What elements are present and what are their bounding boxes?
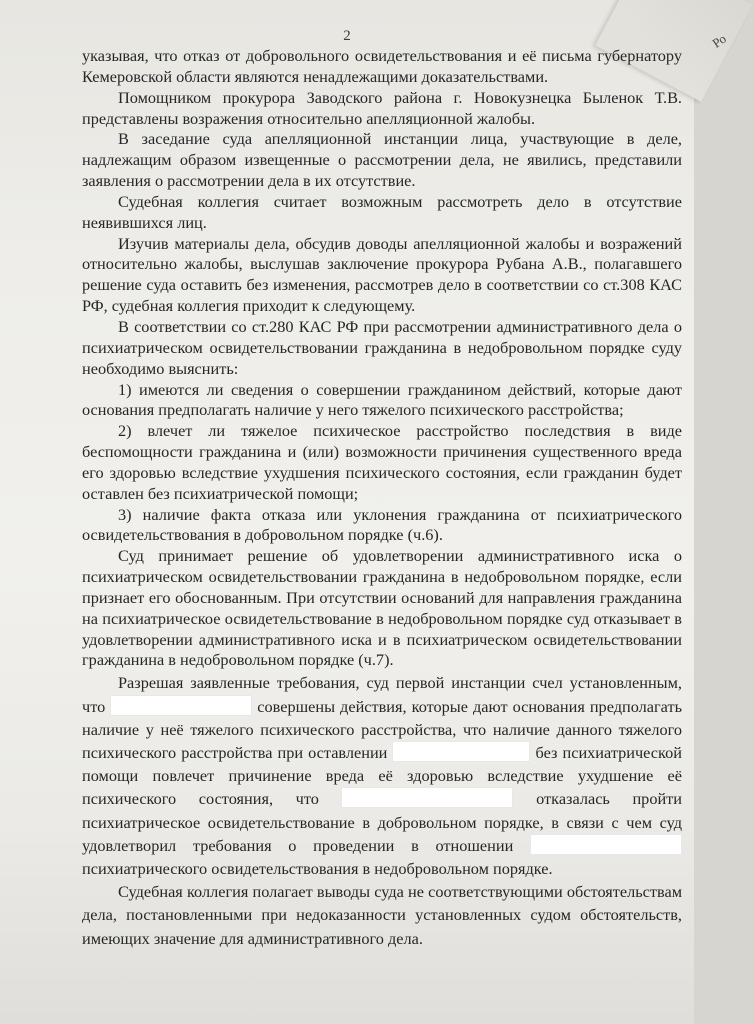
redaction-box [110, 695, 252, 716]
redaction-box [341, 787, 513, 808]
paragraph-0: указывая, что отказ от добровольного освидетельствования и её письма губернатору Кемеровской области являются ненадлежащими доказательствами. [82, 46, 682, 86]
paragraph-10-part-a: Разрешая заявленные требования, суд первой инстанции счел установленным, что [82, 673, 682, 716]
document-body [82, 46, 682, 950]
paragraph-10-part-c: без психиатрической помощи повлечет причинение вреда её здоровью вследствие ухудшение её психического состояния, что [82, 742, 682, 809]
paragraph-6: 1) имеются ли сведения о совершении гражданином действий, которые дают основания предполагать наличие у него тяжелого психического расстройства; [82, 379, 682, 420]
redaction-box [392, 741, 530, 762]
paragraph-3: Судебная коллегия считает возможным рассмотреть дело в отсутствие неявившихся лиц. [82, 191, 682, 232]
paragraph-10-part-d: отказалась пройти психиатрическое освидетельствование в добровольном порядке, в связи с чем суд удовлетворил требования о проведении в отношении [82, 789, 682, 855]
paragraph-8: 3) наличие факта отказа или уклонения гражданина от психиатрического освидетельствования в добровольном порядке (ч.6). [82, 504, 682, 545]
paragraph-10 [82, 671, 682, 880]
paragraph-10-part-b: совершены действия, которые дают основания предполагать наличие у неё тяжелого психического расстройства, что наличие данного тяжелого психического расстройства при оставлении [82, 696, 682, 762]
corner-sheet-text: Ро [709, 30, 729, 51]
paragraph-2: В заседание суда апелляционной инстанции лица, участвующие в деле, надлежащим образом извещенные о рассмотрении дела, не явились, представили заявления о рассмотрении дела в их отсутствие. [82, 129, 682, 191]
paragraph-10-part-e: психиатрического освидетельствования в недобровольном порядке. [82, 858, 553, 878]
paragraph-7: 2) влечет ли тяжелое психическое расстройство последствия в виде беспомощности гражданина и (или) возможности причинения существенного вреда его здоровью вследствие ухудшения психического состояния, если гражданин будет оставлен без психиатрической помощи; [82, 421, 682, 503]
page-number: 2 [343, 28, 351, 44]
paragraph-9: Суд принимает решение об удовлетворении административного иска о психиатрическом освидетельствовании гражданина в недобровольном порядке, если признает его обоснованным. При отсутствии оснований для направления гражданина на психиатрическое освидетельствование в недобровольном порядке суд отказывает в удовлетворении административного иска и в психиатрическом освидетельствовании гражданина в недобровольном порядке (ч.7). [82, 546, 682, 670]
paragraph-4: Изучив материалы дела, обсудив доводы апелляционной жалобы и возражений относительно жалобы, выслушав заключение прокурора Рубана А.В., полагавшего решение суда оставить без изменения, рассмотрев дело в соответствии со ст.308 КАС РФ, судебная коллегия приходит к следующему. [82, 233, 682, 316]
paragraph-1: Помощником прокурора Заводского района г. Новокузнецка Быленок Т.В. представлены возражения относительно апелляционной жалобы. [82, 87, 682, 128]
redaction-box [530, 834, 682, 855]
paragraph-5: В соответствии со ст.280 КАС РФ при рассмотрении административного дела о психиатрическом освидетельствовании гражданина в недобровольном порядке суду необходимо выяснить: [82, 316, 682, 378]
paragraph-11: Судебная коллегия полагает выводы суда не соответствующими обстоятельствам дела, постановленными при недоказанности установленных судом обстоятельств, имеющих значение для административного дела. [82, 882, 682, 948]
